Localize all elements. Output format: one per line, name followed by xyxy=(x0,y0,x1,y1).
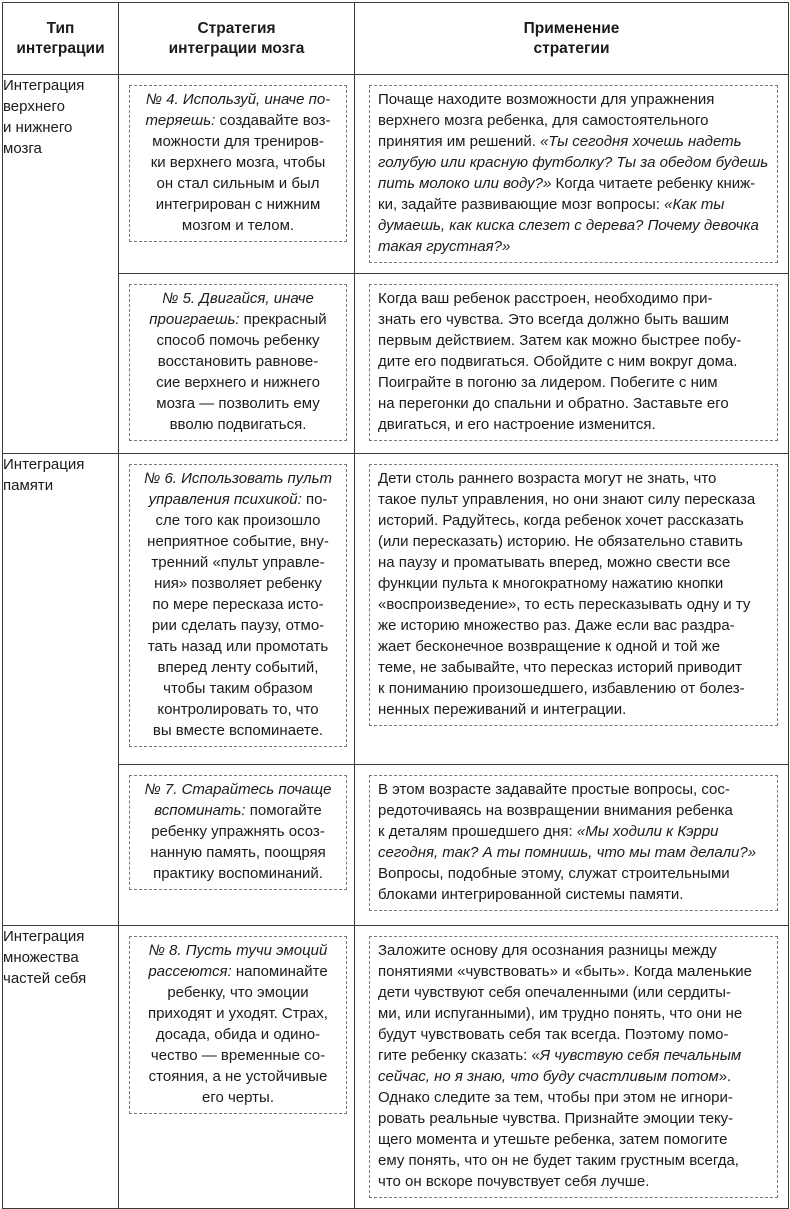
text-line xyxy=(138,800,338,821)
text-line xyxy=(378,1045,769,1066)
strategy-box xyxy=(129,775,347,890)
text-line xyxy=(138,173,338,194)
text-line xyxy=(138,1045,338,1066)
text: Почаще находите возможности для упражнения xyxy=(378,91,715,108)
text-line xyxy=(378,1087,769,1108)
text: двигаться, и его настроение изменится. xyxy=(378,416,656,433)
text: редоточиваясь на возвращении внимания ребенка xyxy=(378,802,733,819)
text: ». xyxy=(718,1068,732,1085)
text-line xyxy=(138,573,338,594)
text-line xyxy=(138,131,338,152)
text: дети чувствуют себя опечаленными (или сердиты- xyxy=(378,984,731,1001)
text-line xyxy=(138,863,338,884)
text: неприятное событие, вну- xyxy=(147,533,329,550)
italic-text: вспоминать: xyxy=(154,802,246,819)
text-line xyxy=(378,863,769,884)
application-box xyxy=(369,464,778,726)
table-header-row xyxy=(3,3,789,75)
text-line xyxy=(378,236,769,257)
integration-type-line: мозга xyxy=(3,140,42,157)
text: В этом возрасте задавайте простые вопросы, сос- xyxy=(378,781,730,798)
text: дите его подвигаться. Обойдите с ним вокруг дома. xyxy=(378,353,738,370)
text-line xyxy=(378,636,769,657)
italic-text: теряешь: xyxy=(145,112,216,129)
text: рии сделать паузу, отмо- xyxy=(151,617,325,634)
text-line xyxy=(138,636,338,657)
header-application-line: стратегии xyxy=(533,39,610,57)
text-line xyxy=(138,657,338,678)
text-line xyxy=(378,89,769,110)
application-cell-5 xyxy=(355,274,789,454)
text-line xyxy=(378,1129,769,1150)
text: чество — временные со- xyxy=(150,1047,326,1064)
text-line xyxy=(138,351,338,372)
text-line xyxy=(378,351,769,372)
text-line xyxy=(138,699,338,720)
text: ровать реальные чувства. Признайте эмоции теку- xyxy=(378,1110,734,1127)
text-line xyxy=(378,393,769,414)
strategy-box xyxy=(129,936,347,1114)
text: вы вместе вспоминаете. xyxy=(152,722,324,739)
text: будут чувствовать себя так всегда. Поэтому помо- xyxy=(378,1026,729,1043)
italic-text: управления психикой: xyxy=(148,491,302,508)
text: блоками интегрированной системы памяти. xyxy=(378,886,684,903)
header-strategy-application xyxy=(355,3,789,75)
text: тренний «пульт управле- xyxy=(151,554,325,571)
text: ки, задайте развивающие мозг вопросы: xyxy=(378,196,665,213)
text: (или пересказать) историю. Не обязательно ставить xyxy=(378,533,743,550)
text-line xyxy=(378,531,769,552)
application-box xyxy=(369,775,778,911)
integration-type-line: множества xyxy=(3,949,79,966)
text-line xyxy=(378,657,769,678)
text: стояния, а не устойчивые xyxy=(148,1068,328,1085)
table-row xyxy=(3,454,789,765)
text-line xyxy=(378,678,769,699)
text: жает бесконечное возвращение к одной и той же xyxy=(378,638,721,655)
text: знать его чувства. Это всегда должно быть вашим xyxy=(378,311,730,328)
strategy-cell-5 xyxy=(119,274,355,454)
header-application-line: Применение xyxy=(523,19,620,37)
header-type-line: интеграции xyxy=(16,39,105,57)
text-line xyxy=(138,982,338,1003)
strategy-cell-6 xyxy=(119,454,355,765)
application-cell-8 xyxy=(355,926,789,1209)
header-type-line: Тип xyxy=(46,19,75,37)
integration-type-line: Интеграция xyxy=(3,456,85,473)
text-line xyxy=(378,821,769,842)
text-line xyxy=(138,1024,338,1045)
text-line xyxy=(138,309,338,330)
italic-text: № 6. Использовать пульт xyxy=(144,470,332,487)
text: его черты. xyxy=(202,1089,274,1106)
table-row xyxy=(3,274,789,454)
header-brain-strategy xyxy=(119,3,355,75)
text: Вопросы, подобные этому, служат строительными xyxy=(378,865,730,882)
text-line xyxy=(138,89,338,110)
text-line xyxy=(138,510,338,531)
text-line xyxy=(138,194,338,215)
text: мозгом и телом. xyxy=(181,217,295,234)
text: нанную память, поощряя xyxy=(150,844,326,861)
text-line xyxy=(138,215,338,236)
text-line xyxy=(378,1024,769,1045)
text: «воспроизведение», то есть пересказывать одну и ту xyxy=(378,596,751,613)
text: помогайте xyxy=(245,802,322,819)
application-cell-4 xyxy=(355,75,789,274)
text: чтобы таким образом xyxy=(163,680,313,697)
text: сие верхнего и нижнего xyxy=(156,374,320,391)
text-line xyxy=(378,215,769,236)
application-cell-7 xyxy=(355,765,789,926)
text: вволю подвигаться. xyxy=(169,416,307,433)
text: напоминайте xyxy=(231,963,328,980)
integration-type-line: частей себя xyxy=(3,970,87,987)
integration-type-line: верхнего xyxy=(3,98,65,115)
text: способ помочь ребенку xyxy=(156,332,320,349)
italic-text: Я чувствую себя печальным xyxy=(539,1047,742,1064)
text-line xyxy=(138,372,338,393)
text-line xyxy=(138,961,338,982)
italic-text: голубую или красную футболку? Ты за обедом будешь xyxy=(378,154,769,171)
text-line xyxy=(378,1003,769,1024)
text: к деталям прошедшего дня: xyxy=(378,823,577,840)
text-line xyxy=(378,842,769,863)
text: принятия им решений. xyxy=(378,133,541,150)
strategy-table xyxy=(2,2,789,1209)
table-row xyxy=(3,926,789,1209)
text-line xyxy=(138,393,338,414)
italic-text: рассеются: xyxy=(148,963,232,980)
text: к пониманию произошедшего, избавлению от болез- xyxy=(378,680,745,697)
strategy-cell-7 xyxy=(119,765,355,926)
text-line xyxy=(138,110,338,131)
text-line xyxy=(138,821,338,842)
table-row xyxy=(3,75,789,274)
text: на паузу и проматывать вперед, можно свести все xyxy=(378,554,731,571)
text: гите ребенку сказать: « xyxy=(378,1047,540,1064)
text-line xyxy=(378,414,769,435)
type-cell-upper-lower-brain xyxy=(3,75,119,454)
text: же историю множество раз. Даже если вас раздра- xyxy=(378,617,735,634)
text: по- xyxy=(301,491,328,508)
text-line xyxy=(138,552,338,573)
text-line xyxy=(378,152,769,173)
italic-text: № 7. Старайтесь почаще xyxy=(144,781,332,798)
application-box xyxy=(369,936,778,1198)
text-line xyxy=(138,489,338,510)
italic-text: сегодня, так? А ты помнишь, что мы там делали?» xyxy=(378,844,757,861)
application-box xyxy=(369,284,778,441)
application-cell-6 xyxy=(355,454,789,765)
italic-text: сейчас, но я знаю, что буду счастливым потом xyxy=(378,1068,719,1085)
italic-text: пить молоко или воду?» xyxy=(378,175,552,192)
text: практику воспоминаний. xyxy=(153,865,323,882)
italic-text: № 5. Двигайся, иначе xyxy=(162,290,314,307)
strategy-cell-4 xyxy=(119,75,355,274)
text: Когда ваш ребенок расстроен, необходимо при- xyxy=(378,290,713,307)
text: ему понять, что он не будет таким грустным всегда, xyxy=(378,1152,739,1169)
text-line xyxy=(138,678,338,699)
italic-text: думаешь, как киска слезет с дерева? Почему девочка xyxy=(378,217,759,234)
text-line xyxy=(378,552,769,573)
text-line xyxy=(378,779,769,800)
text: Когда читаете ребенку книж- xyxy=(551,175,756,192)
strategy-box xyxy=(129,464,347,747)
text-line xyxy=(138,1087,338,1108)
text: историй. Радуйтесь, когда ребенок хочет рассказать xyxy=(378,512,744,529)
header-integration-type xyxy=(3,3,119,75)
integration-type-line: памяти xyxy=(3,477,54,494)
text-line xyxy=(138,288,338,309)
text: ненных переживаний и интеграции. xyxy=(378,701,627,718)
text: сле того как произошло xyxy=(155,512,321,529)
text-line xyxy=(378,372,769,393)
text: досада, обида и одино- xyxy=(155,1026,321,1043)
text: тать назад или промотать xyxy=(147,638,329,655)
text: щего момента и утешьте ребенка, затем помогите xyxy=(378,1131,728,1148)
text-line xyxy=(378,510,769,531)
header-strategy-line: Стратегия xyxy=(197,19,276,37)
text: можности для трениров- xyxy=(152,133,324,150)
strategy-box xyxy=(129,284,347,441)
text-line xyxy=(138,615,338,636)
text-line xyxy=(378,309,769,330)
text: мозга — позволить ему xyxy=(156,395,320,412)
text-line xyxy=(378,1108,769,1129)
text-line xyxy=(378,594,769,615)
text-line xyxy=(378,884,769,905)
text: прекрасный xyxy=(239,311,327,328)
text: функции пульта к многократному нажатию кнопки xyxy=(378,575,724,592)
text: ки верхнего мозга, чтобы xyxy=(150,154,326,171)
italic-text: № 4. Используй, иначе по- xyxy=(145,91,331,108)
text: на перегонки до спальни и обратно. Заставьте его xyxy=(378,395,729,412)
text-line xyxy=(138,468,338,489)
italic-text: проиграешь: xyxy=(149,311,240,328)
integration-type-line: и нижнего xyxy=(3,119,73,136)
text: что он вскоре почувствует себя лучше. xyxy=(378,1173,650,1190)
text-line xyxy=(138,720,338,741)
text-line xyxy=(378,699,769,720)
text-line xyxy=(378,615,769,636)
text-line xyxy=(378,330,769,351)
text: ния» позволяет ребенку xyxy=(154,575,322,592)
text: ми, или испуганными), им трудно понять, что они не xyxy=(378,1005,743,1022)
type-cell-parts-of-self xyxy=(3,926,119,1209)
text: восстановить равнове- xyxy=(157,353,319,370)
text: он стал сильным и был xyxy=(156,175,320,192)
text: вперед ленту событий, xyxy=(157,659,319,676)
italic-text: «Мы ходили к Кэрри xyxy=(576,823,719,840)
text: первым действием. Затем как можно быстрее побу- xyxy=(378,332,742,349)
type-cell-memory xyxy=(3,454,119,926)
italic-text: «Как ты xyxy=(664,196,725,213)
text-line xyxy=(138,330,338,351)
text-line xyxy=(378,110,769,131)
text-line xyxy=(138,594,338,615)
text: верхнего мозга ребенка, для самостоятельного xyxy=(378,112,709,129)
text-line xyxy=(138,152,338,173)
text: ребенку упражнять осоз- xyxy=(151,823,325,840)
text-line xyxy=(378,173,769,194)
italic-text: такая грустная?» xyxy=(378,238,511,255)
text-line xyxy=(378,940,769,961)
text: ребенку, что эмоции xyxy=(167,984,309,1001)
text-line xyxy=(378,800,769,821)
text: контролировать то, что xyxy=(157,701,319,718)
header-strategy-line: интеграции мозга xyxy=(168,39,305,57)
text-line xyxy=(378,1171,769,1192)
integration-type-line: Интеграция xyxy=(3,928,85,945)
text-line xyxy=(138,1066,338,1087)
text-line xyxy=(138,414,338,435)
text-line xyxy=(138,531,338,552)
text-line xyxy=(378,573,769,594)
text-line xyxy=(138,842,338,863)
text: Однако следите за тем, чтобы при этом не игнори- xyxy=(378,1089,733,1106)
strategy-box xyxy=(129,85,347,242)
italic-text: № 8. Пусть тучи эмоций xyxy=(148,942,328,959)
text: приходят и уходят. Страх, xyxy=(148,1005,328,1022)
integration-type-line: Интеграция xyxy=(3,77,85,94)
text: интегрирован с нижним xyxy=(155,196,321,213)
text: Поиграйте в погоню за лидером. Побегите с ним xyxy=(378,374,718,391)
table-row xyxy=(3,765,789,926)
text: такое пульт управления, но они знают силу пересказа xyxy=(378,491,756,508)
text: теме, не забывайте, что пересказ историй приводит xyxy=(378,659,742,676)
text: Дети столь раннего возраста могут не знать, что xyxy=(378,470,717,487)
text-line xyxy=(138,940,338,961)
text-line xyxy=(378,1150,769,1171)
text-line xyxy=(378,288,769,309)
text: по мере пересказа исто- xyxy=(152,596,324,613)
text: Заложите основу для осознания разницы между xyxy=(378,942,717,959)
text-line xyxy=(378,961,769,982)
text-line xyxy=(138,1003,338,1024)
text-line xyxy=(378,1066,769,1087)
text-line xyxy=(138,779,338,800)
text-line xyxy=(378,468,769,489)
text: понятиями «чувствовать» и «быть». Когда маленькие xyxy=(378,963,752,980)
italic-text: «Ты сегодня хочешь надеть xyxy=(540,133,742,150)
text-line xyxy=(378,489,769,510)
text: создавайте воз- xyxy=(215,112,331,129)
text-line xyxy=(378,194,769,215)
application-box xyxy=(369,85,778,263)
strategy-cell-8 xyxy=(119,926,355,1209)
text-line xyxy=(378,131,769,152)
text-line xyxy=(378,982,769,1003)
